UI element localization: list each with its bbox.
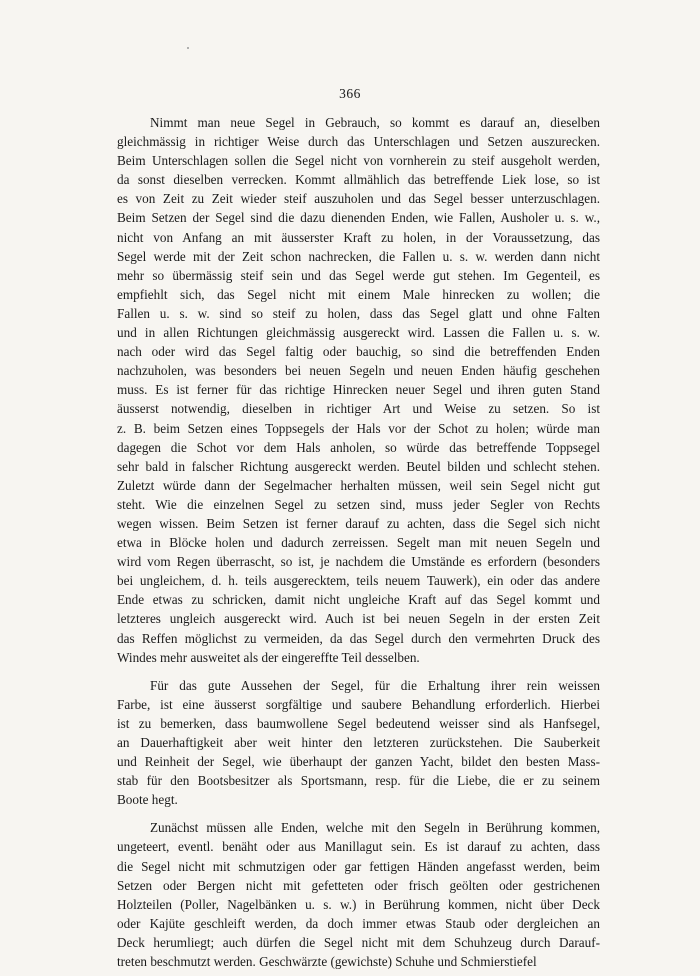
text-line: nachzuholen, was besonders bei neuen Segeln und neuen Enden häufig geschehen (117, 363, 600, 379)
text-line: nicht von Anfang an mit äusserster Kraft zu holen, in der Voraussetzung, das (117, 229, 600, 245)
text-line: z. B. beim Setzen eines Toppsegels der Hals vor der Schot zu holen; würde man (117, 420, 600, 436)
text-line: Ende etwas zu schricken, damit nicht ungleiche Kraft auf das Segel kommt und (117, 592, 600, 608)
text-line: Beim Setzen der Segel sind die dazu dienenden Enden, wie Fallen, Ausholer u. s. w., (117, 210, 600, 226)
text-line: Windes mehr ausweitet als der eingereffte Teil desselben. (117, 649, 420, 665)
text-line: da sonst dieselben verrecken. Kommt allmählich das betreffende Liek lose, so ist (117, 172, 600, 188)
text-line: die Segel nicht mit schmutzigen oder gar fettigen Händen angefasst werden, beim (117, 858, 600, 874)
text-line: muss. Es ist ferner für das richtige Hinrecken neuer Segel und ihren guten Stand (117, 382, 600, 398)
text-line: nach oder wird das Segel faltig oder bauchig, so sind die betreffenden Enden (117, 344, 600, 360)
text-line: äusserst notwendig, dieselben in richtiger Art und Weise zu setzen. So ist (117, 401, 600, 417)
text-line: bei ungleichem, d. h. teils ausgerecktem, teils neuem Tauwerk), ein oder das andere (117, 573, 600, 589)
text-line: gleichmässig in richtiger Weise durch das Unterschlagen und Setzen auszurecken. (117, 134, 600, 150)
paragraph-gap (117, 667, 600, 676)
paragraph-gap (117, 809, 600, 818)
text-line: empfiehlt sich, das Segel nicht mit einem Male hinrecken zu wollen; die (117, 286, 600, 302)
text-line: Setzen oder Bergen nicht mit gefetteten oder frisch geölten oder gestrichenen (117, 877, 600, 893)
text-line: wegen wissen. Beim Setzen ist ferner darauf zu achten, dass die Segel sich nicht (117, 515, 600, 531)
body-text (117, 113, 600, 971)
text-line: steht. Wie die einzelnen Segel zu setzen sind, muss jeder Segler von Rechts (117, 496, 600, 512)
text-line: Für das gute Aussehen der Segel, für die Erhaltung ihrer rein weissen (150, 677, 600, 693)
text-line: ist zu bemerken, dass baumwollene Segel bedeutend weisser sind als Hanfsegel, (117, 715, 600, 731)
page-number: 366 (339, 86, 361, 101)
text-line: sehr bald in falscher Richtung ausgereckt werden. Beutel bilden und schlecht stehen. (117, 458, 600, 474)
text-line: oder Kajüte geschleift werden, da doch immer etwas Staub oder dergleichen an (117, 915, 600, 931)
text-line: stab für den Bootsbesitzer als Sportsmann, resp. für die Liebe, die er zu seinem (117, 773, 600, 789)
text-line: letzteres ungleich ausgereckt wird. Auch ist bei neuen Segeln in der ersten Zeit (117, 611, 600, 627)
text-line: Zuletzt würde dann der Segelmacher herhalten müssen, weil sein Segel nicht gut (117, 477, 600, 493)
scan-speck (187, 47, 189, 49)
paragraph (117, 676, 600, 810)
text-line: Zunächst müssen alle Enden, welche mit den Segeln in Berührung kommen, (150, 820, 600, 836)
text-line: ungeteert, eventl. benäht oder aus Manillagut sein. Es ist darauf zu achten, dass (117, 839, 600, 855)
text-line: es von Zeit zu Zeit wieder steif auszuholen und das Segel besser unterzuschlagen. (117, 191, 600, 207)
text-line: Segel werde mit der Zeit schon nachrecken, die Fallen u. s. w. werden dann nicht (117, 248, 600, 264)
text-line: Holzteilen (Poller, Nagelbänken u. s. w.) in Berührung kommen, nicht über Deck (117, 896, 600, 912)
text-line: und in allen Richtungen gleichmässig ausgereckt wird. Lassen die Fallen u. s. w. (117, 325, 600, 341)
text-line: treten beschmutzt werden. Geschwärzte (gewichste) Schuhe und Schmierstiefel (117, 954, 537, 970)
paragraph (117, 113, 600, 667)
text-line: Deck herumliegt; auch dürfen die Segel nicht mit dem Schuhzeug durch Darauf- (117, 934, 600, 950)
text-line: Farbe, ist eine äusserst sorgfältige und saubere Behandlung erforderlich. Hierbei (117, 696, 600, 712)
text-line: Beim Unterschlagen sollen die Segel nicht von vornherein zu steif ausgeholt werden, (117, 153, 600, 169)
text-line: an Dauerhaftigkeit aber weit hinter den letzteren zurückstehen. Die Sauberkeit (117, 735, 600, 750)
text-line: Fallen u. s. w. sind so steif zu holen, dass das Segel glatt und ohne Falten (117, 305, 600, 321)
text-line: Boote hegt. (117, 792, 178, 808)
paragraph (117, 818, 600, 971)
text-line: das Reffen möglichst zu vermeiden, da das Segel durch den vermehrten Druck des (117, 630, 600, 646)
text-line: wird vom Regen überrascht, so ist, je nachdem die Umstände es erfordern (besonders (117, 554, 600, 570)
text-line: mehr so übermässig steif sein und das Segel werde gut stehen. Im Gegenteil, es (117, 267, 600, 283)
text-line: dagegen die Schot vor dem Hals anholen, so würde das betreffende Toppsegel (117, 439, 600, 455)
text-line: und Reinheit der Segel, wie überhaupt der ganzen Yacht, bildet den besten Mass- (117, 754, 600, 770)
text-line: Nimmt man neue Segel in Gebrauch, so kommt es darauf an, dieselben (150, 115, 600, 130)
text-line: etwa in Blöcke holen und dadurch zerreissen. Segelt man mit neuen Segeln und (117, 535, 600, 551)
